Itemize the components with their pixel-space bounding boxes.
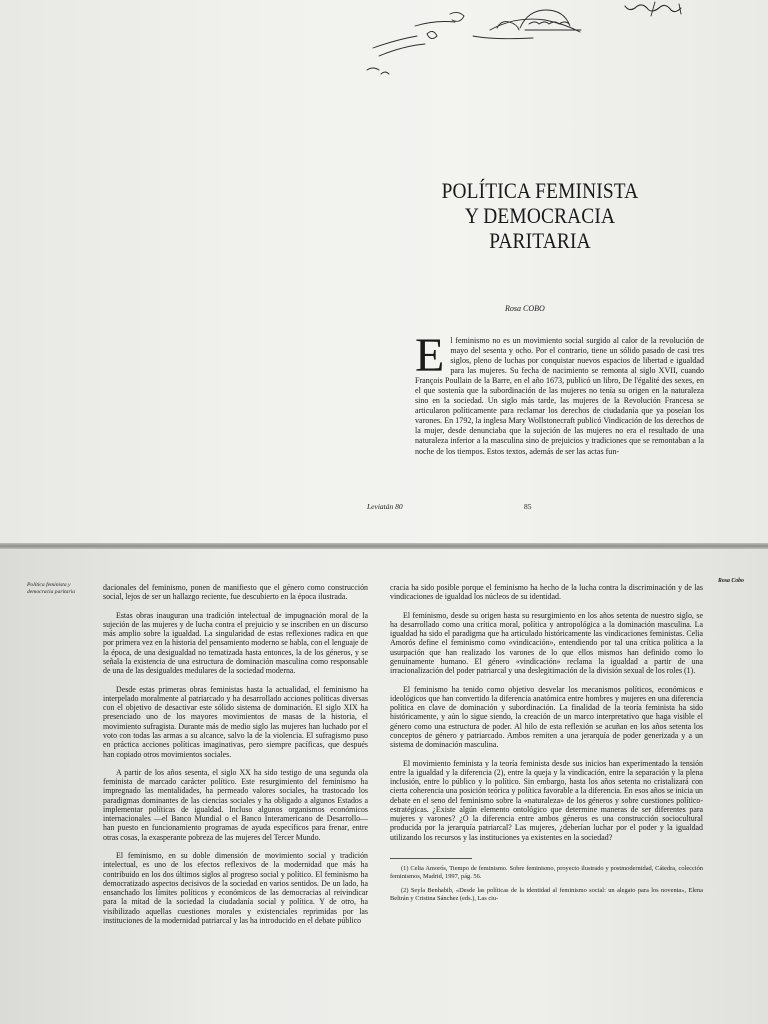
left-column [103,583,368,934]
paragraph: El feminismo ha tenido como objetivo desvelar los mecanismos políticos, económicos e ideológicos que han convertido la diferencia anatómica entre hombres y mujeres en una diferencia política en clave de dominación y subordinación. La finalidad de la teoría feminista ha sido históricamente, y aún lo sigue siendo, la creación de un marco interpretativo que haga visible el género como una estructura de poder. Al hilo de esta reflexión se acuñan en los años setenta los conceptos de género y patriarcado. Ambos remiten a una jerarquía de poder generizada y a un sistema de dominación masculina. [390,684,703,750]
handwritten-stamp-marks [355,0,768,80]
paragraph: cracia ha sido posible porque el feminismo ha hecho de la lucha contra la discriminación y de las vindicaciones de igualdad los núcleos de su identidad. [390,583,703,602]
footnote-divider [390,858,472,859]
paragraph: El feminismo, desde su origen hasta su resurgimiento en los años setenta de nuestro siglo, se ha desarrollado como una crítica moral, política y antropológica a la dominación masculina. La igualdad ha sido el paradigma que ha articulado históricamente las vindicaciones feministas. Celia Amorós define el feminismo como «vindicación», entendiendo por tal una crítica política a la usurpación que han realizado los varones de lo que ellos mismos han definido como lo genuinamente humano. El género «vindicación» reclama la igualdad a partir de una irracionalización del poder patriarcal y una deslegitimación de la división sexual de los roles (1). [390,610,703,676]
intro-paragraph [415,329,704,457]
author-byline: Rosa COBO [505,304,545,313]
intro-text: l feminismo no es un movimiento social surgido al calor de la revolución de mayo del sesenta y ocho. Por el contrario, tiene un sólido pasado de casi tres siglos, pleno de luchas por conquistar nuevos espacios de libertad e igualdad para las mujeres. Su fecha de nacimiento se remonta al siglo XVII, cuando François Poullain de la Barre, en el año 1673, publicó un libro, De l'égalité des sexes, en el que sostenía que la subordinación de las mujeres no tenía su origen en la naturaleza sino en la sociedad. Un siglo más tarde, las mujeres de la Revolución Francesa se articularon políticamente para reclamar los derechos de ciudadanía que ya poseían los varones. En 1792, la inglesa Mary Wollstonecraft publicó Vindicación de los derechos de la mujer, desde denunciaba que la sujeción de las mujeres no era el resultado de una naturaleza inferior a la masculina sino de prejuicios y tradiciones que se remontaban a la noche de los tiempos. Estos textos, además de ser las actas fun- [415,336,704,456]
footnote: (2) Seyla Benhabib, «Desde las políticas de la identidad al feminismo social: un alegato para los noventa», Elena Beltrán y Cristina Sánchez (eds.), Las ciu- [390,887,703,903]
drop-cap: E [415,329,445,382]
paragraph: El movimiento feminista y la teoría feminista desde sus inicios han experimentado la tensión entre la igualdad y la diferencia (2), entre la queja y la vindicación, entre la separación y la plena inclusión, entre lo público y lo político. Sin embargo, hasta los años setenta no cristalizará con cierta coherencia una posición teórica y política favorable a la diferencia. En esos años se inicia un debate en el seno del feminismo sobre la «naturaleza» de los géneros y sobre cuestiones político-estratégicas. ¿Existe algún elemento ontológico que determine maneras de ser diferentes para mujeres y varones? ¿O la diferencia entre ambos géneros es una construcción sociocultural producida por la jerarquía patriarcal? Las mujeres, ¿deberían luchar por el poder y la igualdad utilizando los recursos y las instituciones ya existentes en la sociedad? [390,758,703,842]
paragraph: El feminismo, en su doble dimensión de movimiento social y tradición intelectual, es uno de los efectos reflexivos de la modernidad que más ha contribuido en los dos últimos siglos al progreso social y político. El feminismo ha democratizado aspectos decisivos de la sociedad en varios sentidos. De un lado, ha ensanchado los límites políticos y económicos de las democracias al reivindicar para la mitad de la sociedad la ciudadanía social y política. Y de otro, ha visibilizado aquellas cuestiones morales y existenciales reprimidas por las instituciones de la modernidad patriarcal y las ha introducido en el debate público [103,851,368,925]
journal-footer: Leviatán 80 [367,502,403,511]
paragraph: Estas obras inauguran una tradición intelectual de impugnación moral de la sujeción de las mujeres y de lucha contra el prejuicio y se inscriben en un discurso más amplio sobre la igualdad. La singularidad de estas reflexiones radica en que por primera vez en la historia del pensamiento moderno se habla, con el lenguaje de la época, de una desigualdad no tematizada hasta entonces, la de los géneros, y se señala la existencia de una estructura de dominación masculina como responsable de una de las desigualdes medulares de la sociedad moderna. [103,610,368,676]
running-head-left: Política feminista y democracia paritaria [27,582,76,595]
running-head-right: Rosa Cobo [718,578,744,584]
page-fold [0,543,768,549]
right-column [390,583,703,909]
article-title [412,178,667,253]
title-line-1: POLÍTICA FEMINISTA [441,178,639,203]
paragraph: Desde estas primeras obras feministas hasta la actualidad, el feminismo ha interpelado moralmente al patriarcado y ha desarrollado acciones políticas diversas con el objetivo de desactivar este sólido sistema de dominación. El siglo XIX ha presenciado uno de los mayores movimientos de masas de la historia, el movimiento sufragista. Durante más de medio siglo las mujeres han luchado por el voto con todas las armas a su alcance, salvo la de la violencia. El sufragismo puso en práctica acciones políticas imaginativas, pero siempre pacíficas, que después han copiado otros movimientos sociales. [103,684,368,759]
footnote: (1) Celia Amorós, Tiempo de feminismo. Sobre feminismo, proyecto ilustrado y postmodernidad, Cátedra, colección feminismos, Madrid, 1997, pág. 56. [390,865,703,881]
title-line-3: PARITARIA [489,228,591,253]
paragraph: dacionales del feminismo, ponen de manifiesto que el género como construcción social, lejos de ser un hallazgo reciente, fue descubierto en la época ilustrada. [103,583,368,602]
page-number: 85 [524,502,532,511]
paragraph: A partir de los años sesenta, el siglo XX ha sido testigo de una segunda ola feminista de marcado carácter político. Este resurgimiento del feminismo ha impregnado las mentalidades, ha permeado valores sociales, ha trastocado los paradigmas dominantes de las ciencias sociales y ha obligado a algunos Estados a implementar políticas de igualdad. Incluso algunos organismos económicos internacionales —el Banco Mundial o el Banco Interamericano de Desarrollo— han puesto en funcionamiento programas de ayuda específicos para frenar, entre otras cosas, la exasperante pobreza de las mujeres del Tercer Mundo. [103,767,368,842]
title-line-2: Y DEMOCRACIA [464,203,616,228]
footnotes [390,865,703,903]
